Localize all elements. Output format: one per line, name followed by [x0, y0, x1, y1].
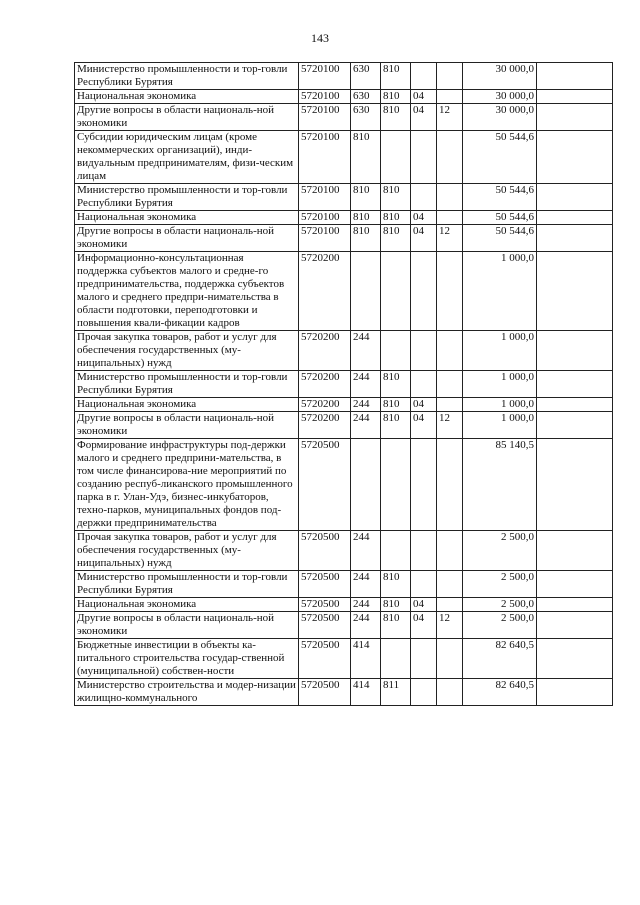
ministry-code-cell	[381, 531, 411, 571]
section-code-cell: 04	[411, 225, 437, 252]
subsection-code-cell	[437, 184, 463, 211]
subsection-code-cell	[437, 371, 463, 398]
target-code-cell: 5720200	[299, 252, 351, 331]
ministry-code-cell	[381, 639, 411, 679]
subsection-code-cell: 12	[437, 225, 463, 252]
empty-cell	[537, 211, 613, 225]
item-name-cell: Формирование инфраструктуры под-держки малого и среднего предприни-мательства, в том числе финансирова-ние мероприятий по созданию респуб-ликанского промышленного парка в г. Улан-Удэ, бизнес-инкубаторов, техно-парков, муниципальных фондов под-держки предпринимательства	[75, 439, 299, 531]
table-row	[75, 184, 613, 211]
item-name-cell: Другие вопросы в области националь-ной экономики	[75, 412, 299, 439]
ministry-code-cell	[381, 131, 411, 184]
amount-cell: 1 000,0	[463, 412, 537, 439]
expense-type-cell	[351, 252, 381, 331]
subsection-code-cell	[437, 63, 463, 90]
section-code-cell	[411, 371, 437, 398]
subsection-code-cell	[437, 571, 463, 598]
item-name-cell: Министерство промышленности и тор-говли Республики Бурятия	[75, 184, 299, 211]
item-name-cell: Бюджетные инвестиции в объекты ка-питального строительства государ-ственной (муниципальной) собствен-ности	[75, 639, 299, 679]
item-name-cell: Министерство промышленности и тор-говли Республики Бурятия	[75, 63, 299, 90]
section-code-cell	[411, 131, 437, 184]
amount-cell: 30 000,0	[463, 104, 537, 131]
expense-type-cell: 630	[351, 63, 381, 90]
empty-cell	[537, 531, 613, 571]
expense-type-cell: 630	[351, 90, 381, 104]
item-name-cell: Другие вопросы в области националь-ной экономики	[75, 612, 299, 639]
target-code-cell: 5720100	[299, 63, 351, 90]
empty-cell	[537, 131, 613, 184]
ministry-code-cell	[381, 252, 411, 331]
expense-type-cell: 244	[351, 531, 381, 571]
target-code-cell: 5720500	[299, 439, 351, 531]
empty-cell	[537, 439, 613, 531]
empty-cell	[537, 184, 613, 211]
amount-cell: 50 544,6	[463, 131, 537, 184]
item-name-cell: Другие вопросы в области националь-ной экономики	[75, 104, 299, 131]
amount-cell: 2 500,0	[463, 598, 537, 612]
target-code-cell: 5720200	[299, 412, 351, 439]
expense-type-cell: 244	[351, 612, 381, 639]
item-name-cell: Информационно-консультационная поддержка субъектов малого и средне-го предпринимательства, поддержка субъектов малого и среднего предпри-нимательства в области подготовки, переподготовки и повышения квали-фикации кадров	[75, 252, 299, 331]
empty-cell	[537, 252, 613, 331]
empty-cell	[537, 331, 613, 371]
target-code-cell: 5720100	[299, 225, 351, 252]
amount-cell: 82 640,5	[463, 639, 537, 679]
ministry-code-cell	[381, 331, 411, 371]
section-code-cell: 04	[411, 612, 437, 639]
amount-cell: 2 500,0	[463, 571, 537, 598]
table-row	[75, 679, 613, 706]
subsection-code-cell	[437, 398, 463, 412]
item-name-cell: Прочая закупка товаров, работ и услуг для обеспечения государственных (му-ниципальных) нужд	[75, 531, 299, 571]
subsection-code-cell	[437, 252, 463, 331]
table-row	[75, 398, 613, 412]
item-name-cell: Министерство промышленности и тор-говли Республики Бурятия	[75, 371, 299, 398]
target-code-cell: 5720500	[299, 612, 351, 639]
section-code-cell	[411, 679, 437, 706]
table-row	[75, 211, 613, 225]
section-code-cell: 04	[411, 104, 437, 131]
ministry-code-cell: 810	[381, 184, 411, 211]
section-code-cell	[411, 252, 437, 331]
expense-type-cell: 244	[351, 331, 381, 371]
target-code-cell: 5720100	[299, 104, 351, 131]
amount-cell: 50 544,6	[463, 225, 537, 252]
expense-type-cell: 244	[351, 412, 381, 439]
item-name-cell: Национальная экономика	[75, 398, 299, 412]
amount-cell: 1 000,0	[463, 331, 537, 371]
item-name-cell: Субсидии юридическим лицам (кроме некоммерческих организаций), инди-видуальным предпринимателям, физи-ческим лицам	[75, 131, 299, 184]
expense-type-cell: 414	[351, 679, 381, 706]
table-row	[75, 612, 613, 639]
section-code-cell: 04	[411, 211, 437, 225]
target-code-cell: 5720500	[299, 571, 351, 598]
table-row	[75, 412, 613, 439]
subsection-code-cell	[437, 439, 463, 531]
section-code-cell	[411, 571, 437, 598]
amount-cell: 30 000,0	[463, 90, 537, 104]
target-code-cell: 5720500	[299, 531, 351, 571]
amount-cell: 1 000,0	[463, 398, 537, 412]
item-name-cell: Национальная экономика	[75, 211, 299, 225]
table-row	[75, 104, 613, 131]
table-row	[75, 331, 613, 371]
ministry-code-cell: 811	[381, 679, 411, 706]
section-code-cell	[411, 639, 437, 679]
ministry-code-cell: 810	[381, 612, 411, 639]
amount-cell: 50 544,6	[463, 211, 537, 225]
expense-type-cell: 244	[351, 598, 381, 612]
target-code-cell: 5720100	[299, 90, 351, 104]
subsection-code-cell: 12	[437, 412, 463, 439]
expense-type-cell: 810	[351, 184, 381, 211]
empty-cell	[537, 90, 613, 104]
table-row	[75, 252, 613, 331]
ministry-code-cell: 810	[381, 398, 411, 412]
empty-cell	[537, 63, 613, 90]
amount-cell: 2 500,0	[463, 612, 537, 639]
section-code-cell: 04	[411, 398, 437, 412]
amount-cell: 50 544,6	[463, 184, 537, 211]
subsection-code-cell	[437, 90, 463, 104]
amount-cell: 1 000,0	[463, 371, 537, 398]
section-code-cell	[411, 63, 437, 90]
item-name-cell: Министерство промышленности и тор-говли Республики Бурятия	[75, 571, 299, 598]
section-code-cell	[411, 184, 437, 211]
item-name-cell: Национальная экономика	[75, 90, 299, 104]
ministry-code-cell: 810	[381, 90, 411, 104]
table-row	[75, 531, 613, 571]
target-code-cell: 5720500	[299, 639, 351, 679]
subsection-code-cell	[437, 679, 463, 706]
ministry-code-cell: 810	[381, 225, 411, 252]
table-row	[75, 598, 613, 612]
section-code-cell	[411, 531, 437, 571]
target-code-cell: 5720100	[299, 211, 351, 225]
ministry-code-cell: 810	[381, 571, 411, 598]
expense-type-cell: 630	[351, 104, 381, 131]
table-row	[75, 571, 613, 598]
table-row	[75, 439, 613, 531]
subsection-code-cell: 12	[437, 104, 463, 131]
table-row	[75, 639, 613, 679]
section-code-cell: 04	[411, 90, 437, 104]
amount-cell: 30 000,0	[463, 63, 537, 90]
empty-cell	[537, 571, 613, 598]
table-row	[75, 131, 613, 184]
ministry-code-cell: 810	[381, 371, 411, 398]
subsection-code-cell	[437, 598, 463, 612]
expense-type-cell: 810	[351, 211, 381, 225]
item-name-cell: Другие вопросы в области националь-ной экономики	[75, 225, 299, 252]
ministry-code-cell: 810	[381, 211, 411, 225]
empty-cell	[537, 598, 613, 612]
page-number: 143	[311, 31, 329, 45]
expense-type-cell: 810	[351, 131, 381, 184]
table-row	[75, 225, 613, 252]
target-code-cell: 5720200	[299, 331, 351, 371]
ministry-code-cell: 810	[381, 104, 411, 131]
subsection-code-cell	[437, 331, 463, 371]
section-code-cell: 04	[411, 598, 437, 612]
empty-cell	[537, 639, 613, 679]
subsection-code-cell	[437, 131, 463, 184]
item-name-cell: Министерство строительства и модер-низации жилищно-коммунального	[75, 679, 299, 706]
table-row	[75, 63, 613, 90]
empty-cell	[537, 398, 613, 412]
expense-type-cell: 244	[351, 371, 381, 398]
expense-type-cell: 244	[351, 398, 381, 412]
target-code-cell: 5720100	[299, 184, 351, 211]
target-code-cell: 5720500	[299, 679, 351, 706]
expense-type-cell: 244	[351, 571, 381, 598]
subsection-code-cell	[437, 531, 463, 571]
ministry-code-cell	[381, 439, 411, 531]
empty-cell	[537, 679, 613, 706]
target-code-cell: 5720100	[299, 131, 351, 184]
subsection-code-cell: 12	[437, 612, 463, 639]
table-row	[75, 90, 613, 104]
target-code-cell: 5720500	[299, 598, 351, 612]
empty-cell	[537, 104, 613, 131]
ministry-code-cell: 810	[381, 63, 411, 90]
budget-table	[74, 62, 613, 706]
expense-type-cell	[351, 439, 381, 531]
section-code-cell	[411, 331, 437, 371]
empty-cell	[537, 412, 613, 439]
subsection-code-cell	[437, 639, 463, 679]
amount-cell: 1 000,0	[463, 252, 537, 331]
target-code-cell: 5720200	[299, 398, 351, 412]
ministry-code-cell: 810	[381, 598, 411, 612]
section-code-cell: 04	[411, 412, 437, 439]
item-name-cell: Прочая закупка товаров, работ и услуг для обеспечения государственных (му-ниципальных) нужд	[75, 331, 299, 371]
empty-cell	[537, 612, 613, 639]
amount-cell: 82 640,5	[463, 679, 537, 706]
amount-cell: 85 140,5	[463, 439, 537, 531]
empty-cell	[537, 371, 613, 398]
empty-cell	[537, 225, 613, 252]
expense-type-cell: 414	[351, 639, 381, 679]
subsection-code-cell	[437, 211, 463, 225]
item-name-cell: Национальная экономика	[75, 598, 299, 612]
expense-type-cell: 810	[351, 225, 381, 252]
target-code-cell: 5720200	[299, 371, 351, 398]
section-code-cell	[411, 439, 437, 531]
ministry-code-cell: 810	[381, 412, 411, 439]
amount-cell: 2 500,0	[463, 531, 537, 571]
table-row	[75, 371, 613, 398]
